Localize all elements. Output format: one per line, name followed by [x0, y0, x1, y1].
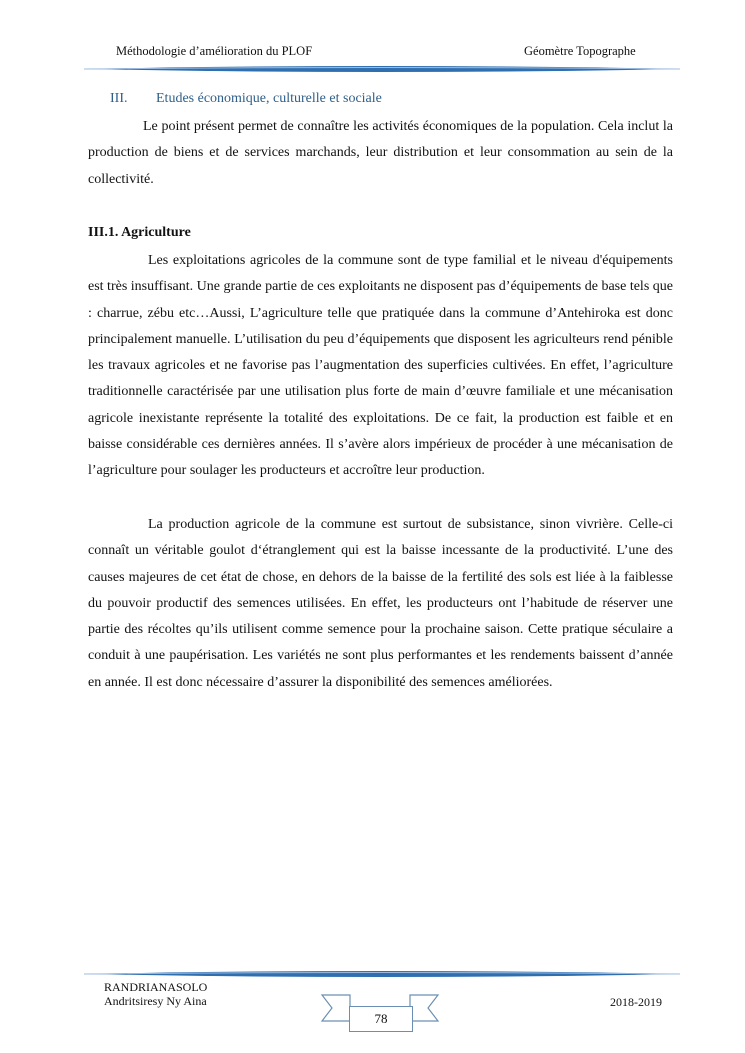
- author-line-2: Andritsiresy Ny Aina: [104, 994, 207, 1008]
- paragraph-1: Les exploitations agricoles de la commune sont de type familial et le niveau d'équipements est très insuffisant. Une grande partie de ces exploitants ne disposent pas d’équipements de base tels que : charrue, zébu etc…Aussi, L’agriculture telle que pratiquée dans la commune d’Antehiroka est donc principalement manuelle. L’utilisation du peu d’équipements que disposent les agriculteurs rend pénible les travaux agricoles et ne favorise pas l’augmentation des superficies cultivées. En effet, l’agriculture traditionnelle caractérisée par une utilisation plus forte de main d’œuvre familiale et une mécanisation agricole inexistante représente la totalité des exploitations. De ce fait, la production est faible et en baisse considérable ces dernières années. Il s’avère alors impérieux de procéder à une mécanisation de l’agriculture pour soulager les producteurs et accroître leur production.: [88, 253, 673, 479]
- paragraph-2: La production agricole de la commune est surtout de subsistance, sinon vivrière. Celle-ci connaît un véritable goulot d‘étranglement qui est la baisse incessante de la productivité. L’une des causes majeures de cet état de chose, en dehors de la baisse de la fertilité des sols est liée à la faiblesse du pouvoir productif des semences utilisées. En effet, les producteurs ont l’habitude de réserver une partie des récoltes qu’ils utilisent comme semence pour la prochaine saison. Cette pratique séculaire a conduit à une paupérisation. Les variétés ne sont plus performantes et les rendements baissent d’année en année. Il est donc nécessaire d’assurer la disponibilité des semences améliorées.: [88, 517, 673, 690]
- footer-year: 2018-2019: [610, 995, 662, 1009]
- header-rule: [0, 62, 745, 76]
- footer-author: [104, 980, 207, 1008]
- footer-rule: [0, 967, 745, 981]
- section-heading: [110, 91, 382, 107]
- section-number: III.: [110, 91, 128, 106]
- header-left-title: Méthodologie d’amélioration du PLOF: [116, 44, 313, 58]
- page-number: 78: [349, 1006, 413, 1032]
- section-title: Etudes économique, culturelle et sociale: [156, 91, 382, 106]
- header-right-title: Géomètre Topographe: [524, 44, 636, 58]
- subsection-title: III.1. Agriculture: [88, 225, 191, 240]
- intro-paragraph: Le point présent permet de connaître les activités économiques de la population. Cela inclut la production de biens et de services marchands, leur distribution et leur consommation au sein de la collectivité.: [88, 119, 673, 187]
- author-line-1: RANDRIANASOLO: [104, 980, 208, 994]
